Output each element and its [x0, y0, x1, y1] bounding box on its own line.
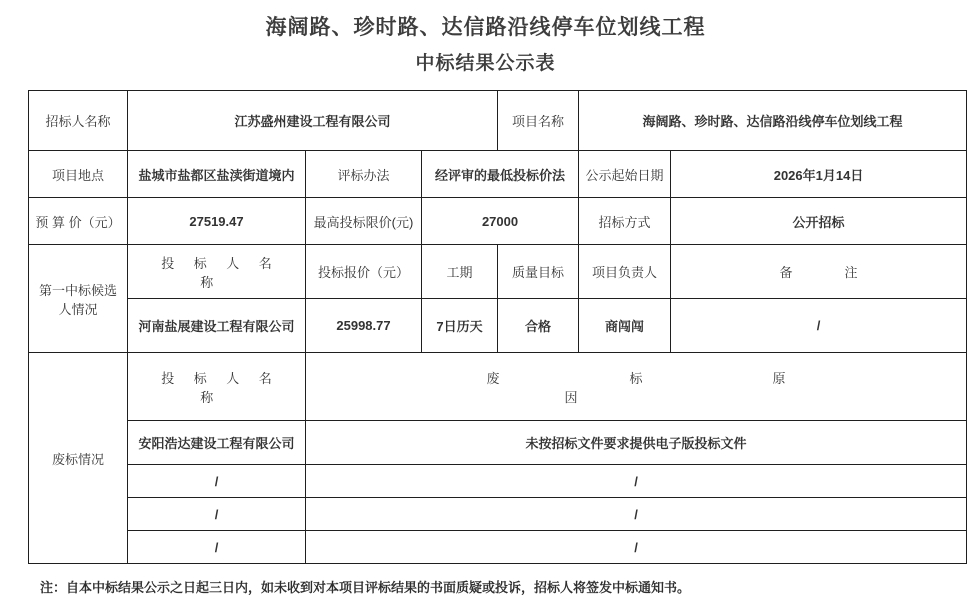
rejected-data-row: [29, 421, 967, 465]
project-name-value: 海阔路、珍时路、达信路沿线停车位划线工程: [579, 91, 967, 151]
page-subtitle: 中标结果公示表: [415, 53, 556, 74]
rejected-reason-value: 未按招标文件要求提供电子版投标文件: [306, 421, 967, 465]
winner-quality-header: 质量目标: [498, 245, 579, 299]
publicity-start-date-label: 公示起始日期: [579, 151, 671, 198]
budget-price-label: 预 算 价（元）: [29, 198, 128, 245]
rejected-data-row: [29, 498, 967, 531]
winner-header-row: [29, 245, 967, 299]
page-title: 海阔路、珍时路、达信路沿线停车位划线工程: [265, 16, 706, 39]
winner-duration-header: 工期: [422, 245, 498, 299]
tenderer-name-label: 招标人名称: [29, 91, 128, 151]
winner-bidder-header: 投标人名称: [128, 245, 306, 299]
bid-result-table: [28, 90, 967, 564]
rejected-bidder-value: /: [128, 531, 306, 564]
rejected-data-row: [29, 531, 967, 564]
rejected-bidder-value: /: [128, 498, 306, 531]
table-row: [29, 151, 967, 198]
rejected-bidder-value: 安阳浩达建设工程有限公司: [128, 421, 306, 465]
rejected-bidder-header: 投标人名称: [128, 353, 306, 421]
project-name-label: 项目名称: [498, 91, 579, 151]
winner-quality-value: 合格: [498, 299, 579, 353]
rejected-bidder-value: /: [128, 465, 306, 498]
rejected-reason-value: /: [306, 465, 967, 498]
winner-price-header: 投标报价（元）: [306, 245, 422, 299]
rejected-reason-value: /: [306, 531, 967, 564]
evaluation-method-value: 经评审的最低投标价法: [422, 151, 579, 198]
winner-data-row: [29, 299, 967, 353]
announcement-page: [0, 14, 971, 596]
rejected-data-row: [29, 465, 967, 498]
evaluation-method-label: 评标办法: [306, 151, 422, 198]
table-row: [29, 91, 967, 151]
winner-bidder-value: 河南盐展建设工程有限公司: [128, 299, 306, 353]
winner-price-value: 25998.77: [306, 299, 422, 353]
project-location-value: 盐城市盐都区盐渎街道境内: [128, 151, 306, 198]
publicity-start-date-value: 2026年1月14日: [671, 151, 967, 198]
footer-note: 注：自本中标结果公示之日起三日内，如未收到对本项目评标结果的书面质疑或投诉，招标人将签发中标通知书。: [40, 580, 691, 595]
max-bid-limit-value: 27000: [422, 198, 579, 245]
rejected-reason-value: /: [306, 498, 967, 531]
rejected-header-row: [29, 353, 967, 421]
rejected-section-label: 废标情况: [29, 353, 128, 564]
winner-manager-header: 项目负责人: [579, 245, 671, 299]
tender-method-value: 公开招标: [671, 198, 967, 245]
winner-manager-value: 商闯闯: [579, 299, 671, 353]
tenderer-name-value: 江苏盛州建设工程有限公司: [128, 91, 498, 151]
rejected-reason-header: 废标原因: [306, 353, 967, 421]
winner-duration-value: 7日历天: [422, 299, 498, 353]
tender-method-label: 招标方式: [579, 198, 671, 245]
table-row: [29, 198, 967, 245]
max-bid-limit-label: 最高投标限价(元): [306, 198, 422, 245]
winner-section-label: 第一中标候选人情况: [29, 245, 128, 353]
budget-price-value: 27519.47: [128, 198, 306, 245]
winner-remark-value: /: [671, 299, 967, 353]
winner-remark-header: 备注: [671, 245, 967, 299]
project-location-label: 项目地点: [29, 151, 128, 198]
